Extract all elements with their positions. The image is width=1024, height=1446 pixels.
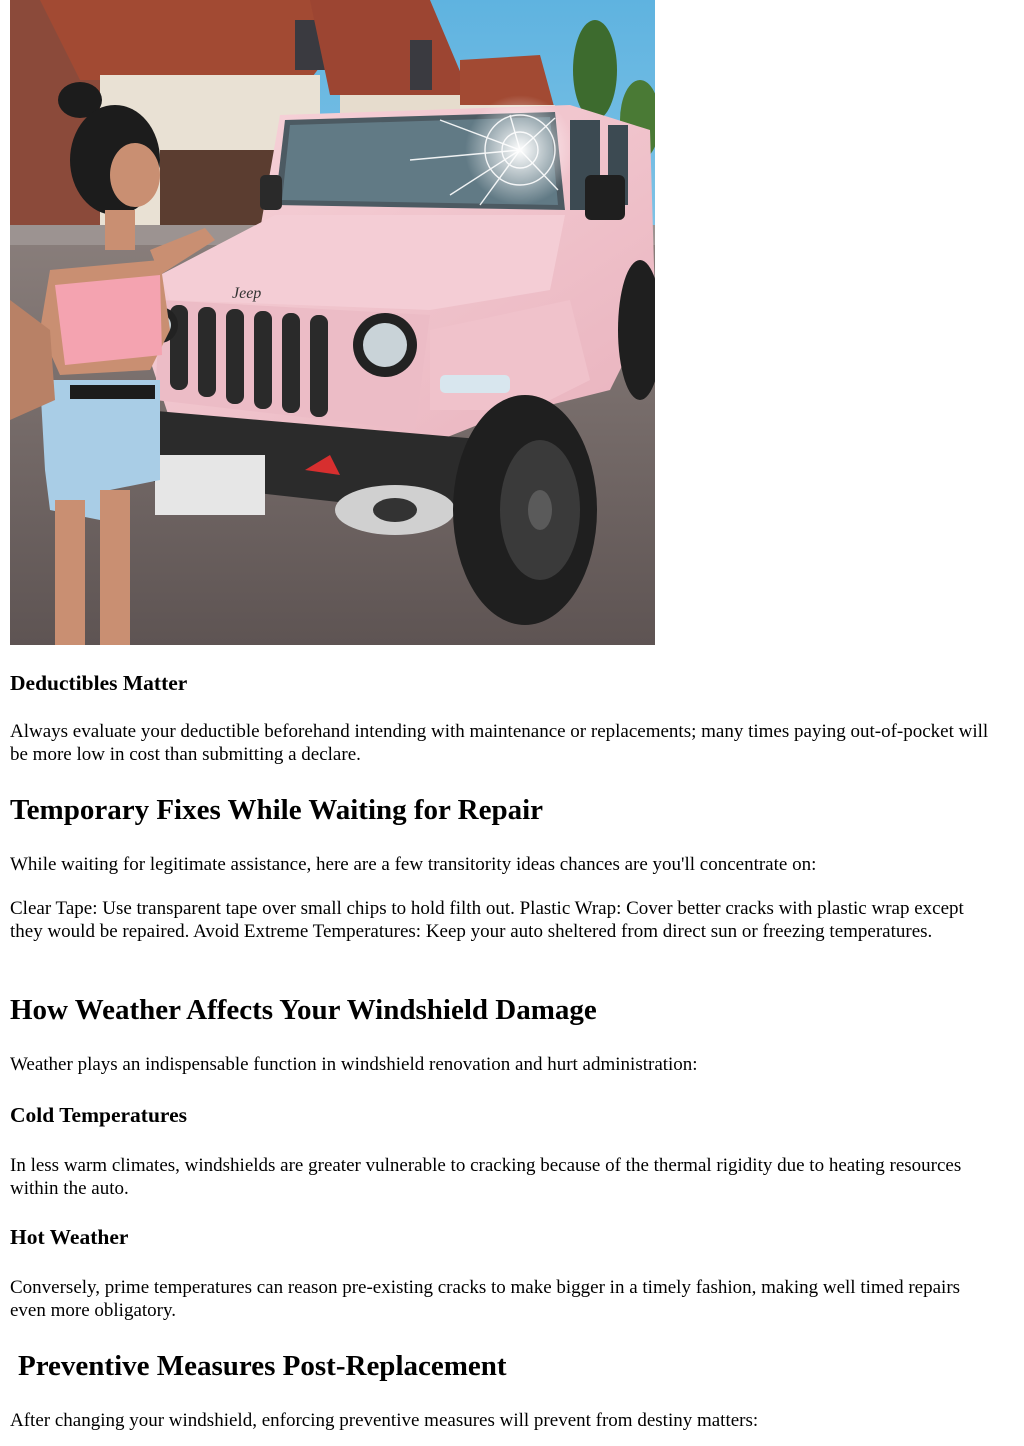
jeep-logo: Jeep [232,285,262,302]
weather-heading: How Weather Affects Your Windshield Damage [10,994,597,1026]
pink-jeep-cracked-windshield-image [10,0,655,645]
weather-intro: Weather plays an indispensable function in windshield renovation and hurt administration: [10,1054,698,1075]
deductibles-paragraph: Always evaluate your deductible beforehand intending with maintenance or replacements; many times paying out-of-pocket will be more low in cost than submitting a declare. [10,721,989,765]
hot-weather-paragraph: Conversely, prime temperatures can reason pre-existing cracks to make bigger in a timely fashion, making well timed repairs even more obligatory. [10,1277,961,1321]
temporary-fixes-tips: Clear Tape: Use transparent tape over small chips to hold filth out. Plastic Wrap: Cover better cracks with plastic wrap except they would be repaired. Avoid Extreme Temperatures: Keep your auto sheltered from direct sun or freezing temperatures. [10,898,964,942]
deductibles-heading: Deductibles Matter [10,671,188,695]
cold-temperatures-paragraph: In less warm climates, windshields are greater vulnerable to cracking because of the thermal rigidity due to heating resources within the auto. [10,1155,962,1199]
hot-weather-heading: Hot Weather [10,1225,129,1249]
article [10,0,1010,1431]
preventive-measures-heading: Preventive Measures Post-Replacement [18,1350,507,1382]
temporary-fixes-heading: Temporary Fixes While Waiting for Repair [10,794,544,826]
preventive-measures-intro: After changing your windshield, enforcing preventive measures will prevent from destiny matters: [10,1410,759,1431]
temporary-fixes-intro: While waiting for legitimate assistance, here are a few transitority ideas chances are you'll concentrate on: [10,854,817,875]
cold-temperatures-heading: Cold Temperatures [10,1103,187,1127]
